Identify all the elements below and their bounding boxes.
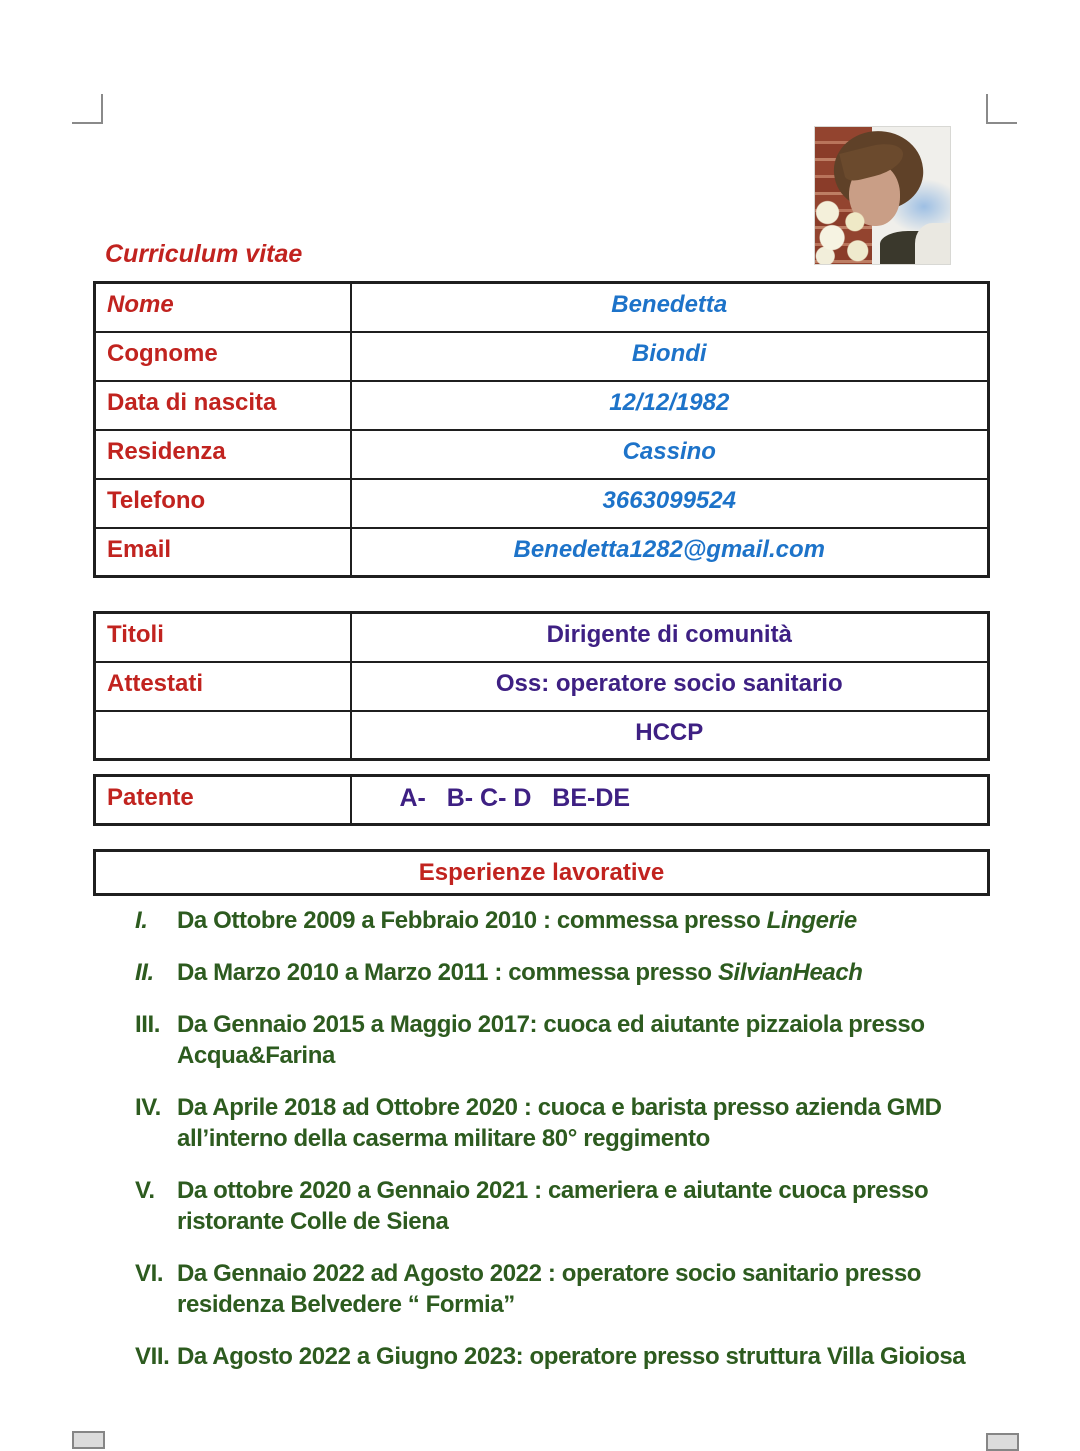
item-numeral: I. xyxy=(135,907,148,934)
item-numeral: III. xyxy=(135,1011,161,1038)
field-value-nome: Benedetta xyxy=(351,283,989,332)
field-label-cognome: Cognome xyxy=(95,332,351,381)
table-row xyxy=(95,283,989,332)
item-text: Da Agosto 2022 a Giugno 2023: operatore presso struttura Villa Gioiosa xyxy=(177,1343,966,1370)
item-emphasis: Lingerie xyxy=(766,907,857,934)
item-text: Da Ottobre 2009 a Febbraio 2010 : commessa presso Lingerie xyxy=(177,907,857,934)
field-label-nome: Nome xyxy=(95,283,351,332)
table-row xyxy=(95,479,989,528)
list-item xyxy=(135,1341,990,1372)
field-value-patente: A- B- C- D BE-DE xyxy=(351,776,989,825)
field-value-attestati: Oss: operatore socio sanitario xyxy=(351,662,989,711)
item-numeral: V. xyxy=(135,1177,155,1204)
field-value-hccp: HCCP xyxy=(351,711,989,760)
table-row xyxy=(95,381,989,430)
list-item xyxy=(135,1175,990,1237)
table-row xyxy=(95,430,989,479)
experience-heading: Esperienze lavorative xyxy=(418,858,665,886)
field-label-email: Email xyxy=(95,528,351,577)
personal-info-table xyxy=(93,281,990,578)
item-numeral: IV. xyxy=(135,1094,161,1121)
item-text: Da Marzo 2010 a Marzo 2011 : commessa presso SilvianHeach xyxy=(177,959,863,986)
table-row xyxy=(95,776,989,825)
field-label-attestati: Attestati xyxy=(95,662,351,711)
item-numeral: VI. xyxy=(135,1260,164,1287)
crop-mark-bottom-left xyxy=(72,1431,105,1449)
page-title: Curriculum vitae xyxy=(105,240,303,268)
list-item xyxy=(135,1092,990,1154)
field-value-residenza: Cassino xyxy=(351,430,989,479)
crop-mark-top-right xyxy=(986,94,1017,124)
item-numeral: VII. xyxy=(135,1343,170,1370)
table-row xyxy=(95,528,989,577)
experience-section-header xyxy=(93,849,990,896)
table-row xyxy=(95,613,989,662)
list-item xyxy=(135,1009,990,1071)
field-value-telefono: 3663099524 xyxy=(351,479,989,528)
field-value-data-di-nascita: 12/12/1982 xyxy=(351,381,989,430)
item-text: Da Gennaio 2022 ad Agosto 2022 : operatore socio sanitario presso residenza Belvedere “ Formia” xyxy=(177,1260,922,1318)
titles-table xyxy=(93,611,990,761)
field-label-telefono: Telefono xyxy=(95,479,351,528)
table-row xyxy=(95,332,989,381)
field-value-cognome: Biondi xyxy=(351,332,989,381)
table-row xyxy=(95,711,989,760)
field-label-patente: Patente xyxy=(95,776,351,825)
crop-mark-top-left xyxy=(72,94,103,124)
cv-content xyxy=(93,240,990,1393)
crop-mark-bottom-right xyxy=(986,1433,1019,1451)
field-label-residenza: Residenza xyxy=(95,430,351,479)
field-label-empty xyxy=(95,711,351,760)
item-text: Da ottobre 2020 a Gennaio 2021 : cameriera e aiutante cuoca presso ristorante Colle de Siena xyxy=(177,1177,929,1235)
experience-list xyxy=(93,905,990,1372)
field-label-data-di-nascita: Data di nascita xyxy=(95,381,351,430)
item-numeral: II. xyxy=(135,959,154,986)
list-item xyxy=(135,905,990,936)
item-text: Da Gennaio 2015 a Maggio 2017: cuoca ed aiutante pizzaiola presso Acqua&Farina xyxy=(177,1011,925,1069)
item-emphasis: SilvianHeach xyxy=(717,959,863,986)
list-item xyxy=(135,957,990,988)
field-value-email: Benedetta1282@gmail.com xyxy=(351,528,989,577)
field-label-titoli: Titoli xyxy=(95,613,351,662)
license-table xyxy=(93,774,990,826)
table-row xyxy=(95,662,989,711)
item-text: Da Aprile 2018 ad Ottobre 2020 : cuoca e barista presso azienda GMD all’interno della caserma militare 80° reggimento xyxy=(177,1094,942,1152)
list-item xyxy=(135,1258,990,1320)
field-value-titoli: Dirigente di comunità xyxy=(351,613,989,662)
